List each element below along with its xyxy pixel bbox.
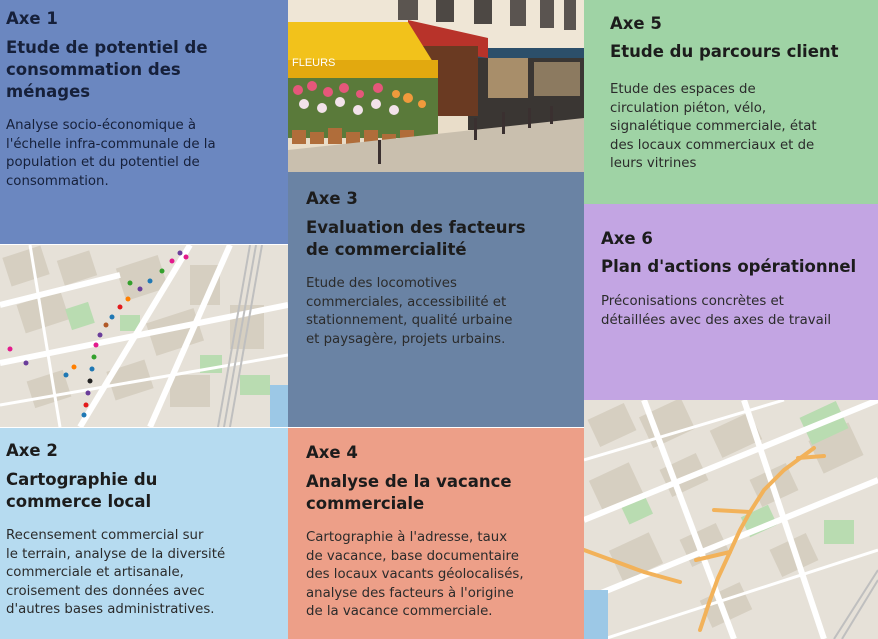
axe6-card [584,204,878,400]
axe5-desc-line: Etude des espaces de [610,82,756,97]
axe5-desc-line: leurs vitrines [610,156,697,171]
street-map-illustration [0,245,288,427]
axe6-title-line: Plan d'actions opérationnel [601,257,857,276]
axe3-desc-line: et paysagère, projets urbains. [306,331,506,347]
axe4-desc-line: analyse des facteurs à l'origine [306,585,514,601]
axe5-card [584,0,878,204]
axe3-label: Axe 3 [306,189,358,208]
axe2-desc-line: le terrain, analyse de la diversité [6,546,226,562]
axe1-title-line: ménages [6,82,91,101]
axe4-desc-line: de vacance, base documentaire [306,548,519,564]
axe1-label: Axe 1 [6,9,58,28]
axe4-title-line: Analyse de la vacance [306,472,512,491]
axe5-title-line: Etude du parcours client [610,42,839,61]
axe1-card [0,0,288,244]
axe3-desc-line: Etude des locomotives [306,276,457,291]
axe2-desc-line: Recensement commercial sur [6,528,204,543]
axe2-title-line: commerce local [6,492,152,511]
axe6-label: Axe 6 [601,229,653,248]
axe6-desc-line: détaillées avec des axes de travail [601,312,832,328]
axe2-title-line: Cartographie du [6,470,158,489]
axe3-title-line: Evaluation des facteurs [306,218,526,237]
axe4-desc-line: des locaux vacants géolocalisés, [306,567,524,582]
axe2-label: Axe 2 [6,441,58,460]
axe3-title-line: de commercialité [306,240,467,259]
axe1-desc-line: Analyse socio-économique à [6,118,197,133]
axe3-card [288,172,584,427]
shop-street-photo [288,0,584,172]
axe1-desc-line: consommation. [6,173,109,189]
axe1-desc-line: l'échelle infra-communale de la [6,136,216,152]
axe5-label: Axe 5 [610,14,662,33]
axe1-title-line: consommation des [6,60,181,79]
axe3-desc-line: commerciales, accessibilité et [306,294,507,310]
axe6-desc-line: Préconisations concrètes et [601,294,784,309]
axe5-desc-line: circulation piéton, vélo, [610,100,767,116]
shop-street-illustration [288,0,584,172]
commerce-map-left [0,245,288,427]
axe4-label: Axe 4 [306,443,358,462]
axe4-card [288,428,584,639]
street-map-illustration [584,400,878,639]
axe4-desc-line: Cartographie à l'adresse, taux [306,530,508,545]
client-path-map [584,400,878,639]
shop-sign-text: FLEURS [292,57,336,69]
axe3-desc-line: stationnement, qualité urbaine [306,313,513,328]
axe1-desc-line: population et du potentiel de [6,155,200,170]
axe2-desc-line: croisement des données avec [6,583,205,599]
axe1-title-line: Etude de potentiel de [6,38,208,57]
axe2-desc-line: d'autres bases administratives. [6,602,215,617]
axe4-desc-line: de la vacance commerciale. [306,604,493,619]
axe2-desc-line: commerciale et artisanale, [6,565,184,580]
axe4-title-line: commerciale [306,494,425,513]
axe5-desc-line: des locaux commerciaux et de [610,137,815,153]
axe5-desc-line: signalétique commerciale, état [610,119,817,134]
axe2-card [0,428,288,639]
